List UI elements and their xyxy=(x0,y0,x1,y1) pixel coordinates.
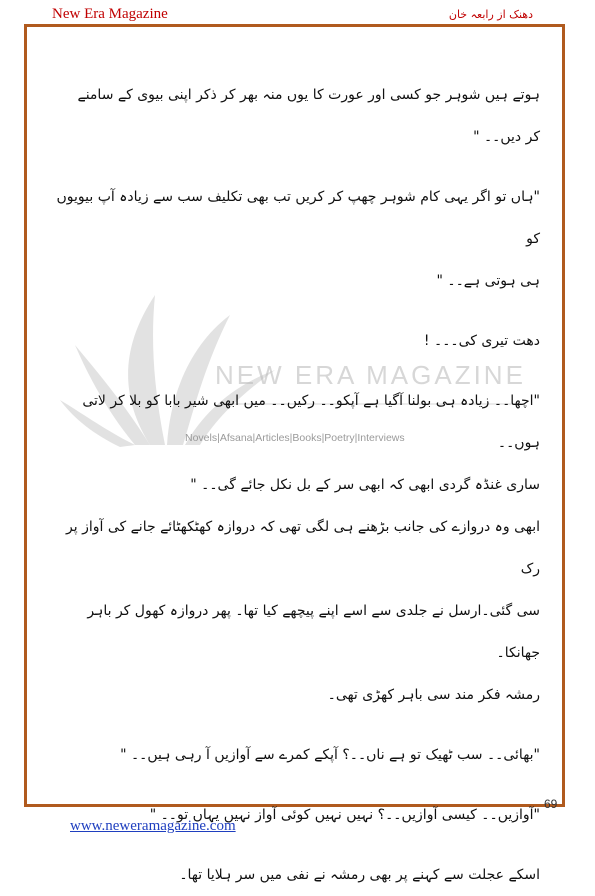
text-line: ہی ہوتی ہے۔۔ " xyxy=(436,273,540,289)
text-line: کر دیں۔۔ " xyxy=(473,129,540,145)
text-line: "آوازیں۔۔ کیسی آوازیں۔۔؟ نہیں نہیں کوئی آواز نہیں یہاں تو۔۔ " xyxy=(149,807,540,823)
text-line: "بھائی۔۔ سب ٹھیک تو ہے ناں۔۔؟ آپکے کمرے سے آوازیں آ رہی ہیں۔۔ " xyxy=(120,747,540,763)
story-title-author: دھنک از رابعہ خان xyxy=(448,8,533,21)
text-line: ابھی وہ دروازے کی جانب بڑھنے ہی لگی تھی کہ دروازہ کھٹکھٹائے جانے کی آواز پر رک xyxy=(66,519,540,577)
website-link[interactable]: www.neweramagazine.com xyxy=(70,818,236,834)
paragraph xyxy=(44,74,540,158)
paragraph xyxy=(44,854,540,896)
text-line: "ہاں تو اگر یہی کام شوہر چھپ کر کریں تب بھی تکلیف سب سے زیادہ آپ بیویوں کو xyxy=(56,189,540,247)
text-line: رمشہ فکر مند سی باہر کھڑی تھی۔ xyxy=(327,687,540,703)
story-text xyxy=(44,74,540,896)
magazine-name: New Era Magazine xyxy=(52,6,168,22)
text-line: ہوتے ہیں شوہر جو کسی اور عورت کا یوں منہ بھر کر ذکر اپنی بیوی کے سامنے xyxy=(77,87,540,103)
paragraph xyxy=(44,320,540,362)
paragraph xyxy=(44,734,540,776)
paragraph xyxy=(44,380,540,716)
text-line: سی گئی۔ارسل نے جلدی سے اسے اپنے پیچھے کیا تھا۔ پھر دروازہ کھول کر باہر جھانکا۔ xyxy=(87,603,540,661)
watermark-brand: NEW ERA MAGAZINE xyxy=(215,360,526,390)
watermark-tagline: Novels|Afsana|Articles|Books|Poetry|Interviews xyxy=(185,432,405,444)
text-line: "اچھا۔۔ زیادہ ہی بولنا آگیا ہے آپکو۔۔ رکیں۔۔ میں ابھی شیر بابا کو بلا کر لاتی ہوں۔۔ xyxy=(82,393,540,451)
text-line: دھت تیری کی۔۔۔ ! xyxy=(423,333,540,349)
text-line: اسکے عجلت سے کہنے پر بھی رمشہ نے نفی میں سر ہلایا تھا۔ xyxy=(179,867,540,883)
paragraph xyxy=(44,176,540,302)
page-number: 69 xyxy=(544,797,558,811)
text-line: ساری غنڈہ گردی ابھی کہ ابھی سر کے بل نکل جائے گی۔۔ " xyxy=(190,477,540,493)
